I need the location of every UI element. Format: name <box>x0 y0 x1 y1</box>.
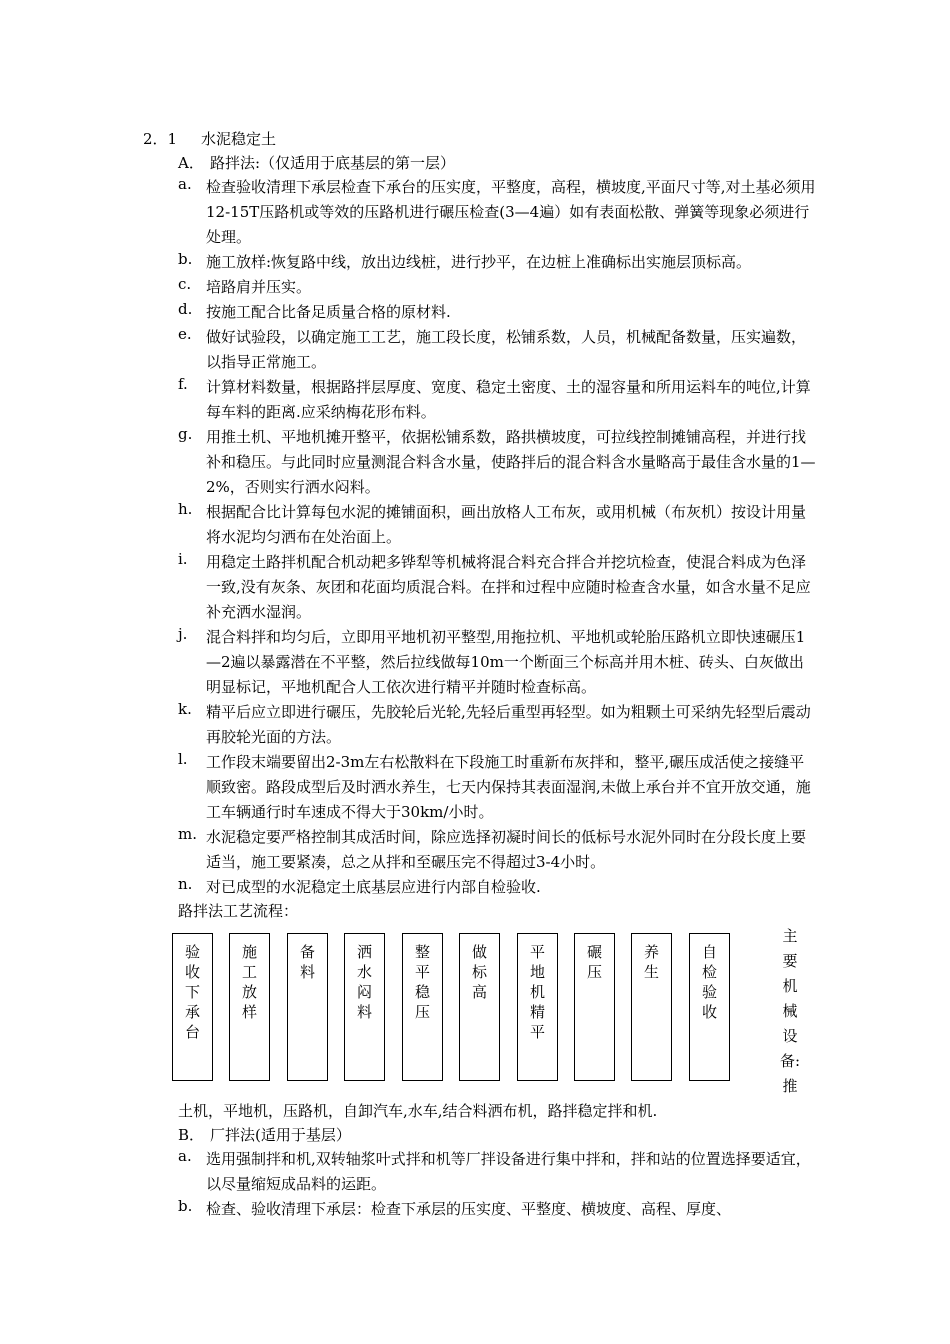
list-item <box>178 375 818 425</box>
flow-step-label: 碾压 <box>586 943 602 981</box>
item-marker: b. <box>178 250 193 268</box>
item-text: 培路肩并压实。 <box>206 278 312 296</box>
flow-step-box <box>459 933 500 1081</box>
item-text: 水泥稳定要严格控制其成活时间，除应选择初凝时间长的低标号水泥外同时在分段长度上要适当，施工要紧凑，总之从拌和至碾压完不得超过3-4小时。 <box>206 828 807 871</box>
list-item <box>178 825 818 875</box>
flow-step-box <box>517 933 558 1081</box>
item-text: 做好试验段，以确定施工工艺，施工段长度，松铺系数，人员，机械配备数量，压实遍数，以指导正常施工。 <box>206 328 807 371</box>
flow-step-label: 做标高 <box>471 943 487 1001</box>
flow-step-box <box>402 933 443 1081</box>
item-text: 选用强制拌和机,双转轴浆叶式拌和机等厂拌设备进行集中拌和，拌和站的位置选择要适宜，以尽量缩短成品料的运距。 <box>206 1150 811 1193</box>
item-marker: e. <box>178 325 192 343</box>
item-marker: g. <box>178 425 193 443</box>
item-text: 混合料拌和均匀后，立即用平地机初平整型,用拖拉机、平地机或轮胎压路机立即快速碾压1—2遍以暴露潜在不平整，然后拉线做每10m一个断面三个标高并用木桩、砖头、白灰做出明显标记，平地机配合人工依次进行精平并随时检查标高。 <box>206 628 806 696</box>
item-marker: a. <box>178 1147 192 1165</box>
item-text: 按施工配合比备足质量合格的原材料. <box>206 303 451 321</box>
subsection-title: 厂拌法(适用于基层） <box>210 1126 351 1144</box>
subsection-marker: A． <box>178 154 204 172</box>
flow-step-box <box>287 933 328 1081</box>
list-item <box>178 425 818 500</box>
flow-step-box <box>229 933 270 1081</box>
list-item <box>178 750 818 825</box>
list-item <box>178 700 818 750</box>
flow-step-label: 整平稳压 <box>414 943 430 1021</box>
flow-step-label: 自检验收 <box>701 943 717 1021</box>
item-marker: c. <box>178 275 192 293</box>
flow-step-box <box>172 933 213 1081</box>
section-number: 2．1 <box>143 130 178 148</box>
list-item <box>178 1147 818 1197</box>
item-marker: a. <box>178 175 192 193</box>
flow-step-label: 施工放样 <box>241 943 257 1021</box>
flow-step-box <box>344 933 385 1081</box>
flow-step-box <box>689 933 730 1081</box>
item-marker: i. <box>178 550 188 568</box>
item-text: 用稳定土路拌机配合机动耙多铧犁等机械将混合料充合拌合并挖坑检查，使混合料成为色泽一致,没有灰条、灰团和花面均质混合料。在拌和过程中应随时检查含水量，如含水量不足应补充洒水湿润。 <box>206 553 811 621</box>
flow-step-label: 验收下承台 <box>184 943 200 1041</box>
item-marker: k. <box>178 700 192 718</box>
item-text: 工作段末端要留出2-3m左右松散料在下段施工时重新布灰拌和，整平,碾压成活使之接缝平顺致密。路段成型后及时洒水养生，七天内保持其表面湿润,未做上承台并不宜开放交通，施工车辆通行时车速成不得大于30km/小时。 <box>206 753 811 821</box>
section-title: 水泥稳定土 <box>201 130 277 148</box>
item-text: 用推土机、平地机摊开整平，依据松铺系数，路拱横坡度，可拉线控制摊铺高程，并进行找补和稳压。与此同时应量测混合料含水量，使路拌后的混合料含水量略高于最佳含水量的1—2%，否则实行洒水闷料。 <box>206 428 816 496</box>
list-item <box>178 175 818 250</box>
item-text: 检查验收清理下承层检查下承台的压实度，平整度，高程，横坡度,平面尺寸等,对土基必须用12-15T压路机或等效的压路机进行碾压检查(3—4遍）如有表面松散、弹簧等现象必须进行处理。 <box>206 178 816 246</box>
flow-step-label: 洒水闷料 <box>356 943 372 1021</box>
subsection-a-heading <box>178 152 455 173</box>
list-item <box>178 550 818 625</box>
item-marker: b. <box>178 1197 193 1215</box>
flow-step-label: 平地机精平 <box>529 943 545 1041</box>
list-item <box>178 250 818 275</box>
item-marker: j. <box>178 625 188 643</box>
equipment-list: 土机，平地机，压路机，自卸汽车,水车,结合料洒布机，路拌稳定拌和机. <box>178 1102 658 1120</box>
subsection-marker: B． <box>178 1126 205 1144</box>
item-text: 计算材料数量，根据路拌层厚度、宽度、稳定土密度、土的湿容量和所用运料车的吨位,计算每车料的距离.应采纳梅花形布料。 <box>206 378 811 421</box>
list-item <box>178 300 818 325</box>
item-marker: h. <box>178 500 193 518</box>
list-item <box>178 625 818 700</box>
flow-step-box <box>631 933 672 1081</box>
item-marker: f. <box>178 375 188 393</box>
item-text: 精平后应立即进行碾压，先胶轮后光轮,先轻后重型再轻型。如为粗颗土可采纳先轻型后震动再胶轮光面的方法。 <box>206 703 811 746</box>
item-text: 根据配合比计算每包水泥的摊铺面积，画出放格人工布灰，或用机械（布灰机）按设计用量将水泥均匀洒布在处治面上。 <box>206 503 807 546</box>
subsection-b-heading <box>178 1124 351 1145</box>
equipment-vertical-label: 主要机械设备:推 <box>780 927 801 1095</box>
item-text: 对已成型的水泥稳定土底基层应进行内部自检验收. <box>206 878 541 896</box>
item-marker: d. <box>178 300 193 318</box>
flow-step-label: 养生 <box>643 943 659 981</box>
section-heading <box>143 128 276 149</box>
item-text: 检查、验收清理下承层：检查下承层的压实度、平整度、横坡度、高程、厚度、 <box>206 1200 732 1218</box>
list-item <box>178 275 818 300</box>
item-marker: m. <box>178 825 197 843</box>
list-item <box>178 500 818 550</box>
list-item <box>178 325 818 375</box>
list-item <box>178 875 818 900</box>
flow-title: 路拌法工艺流程： <box>178 902 299 920</box>
flow-step-label: 备料 <box>299 943 315 981</box>
item-marker: n. <box>178 875 193 893</box>
list-item <box>178 1197 818 1222</box>
item-marker: l. <box>178 750 188 768</box>
item-text: 施工放样:恢复路中线，放出边线桩，进行抄平，在边桩上准确标出实施层顶标高。 <box>206 253 752 271</box>
subsection-title: 路拌法:（仅适用于底基层的第一层） <box>210 154 456 172</box>
flow-step-box <box>574 933 615 1081</box>
